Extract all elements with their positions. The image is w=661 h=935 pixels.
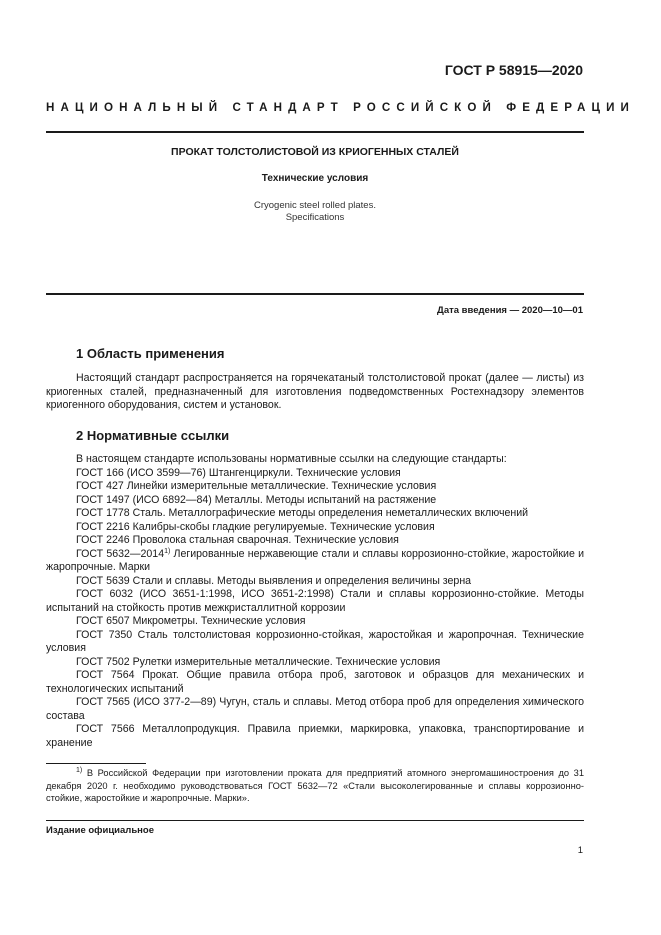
reference-title: Легированные нержавеющие стали и сплавы коррозионно-стойкие, жаростойкие и жаропрочные. Марки — [46, 547, 584, 573]
edition-label: Издание официальное — [46, 825, 154, 836]
reference-item: ГОСТ 7566 Металлопродукция. Правила приемки, маркировка, упаковка, транспортирование и хранение — [46, 723, 584, 749]
footnote-marker: 1) — [164, 547, 171, 555]
reference-item: ГОСТ 6507 Микрометры. Технические условия — [76, 615, 306, 627]
document-title: ПРОКАТ ТОЛСТОЛИСТОВОЙ ИЗ КРИОГЕННЫХ СТАЛЕЙ — [171, 146, 459, 158]
title-rule — [46, 293, 584, 295]
section1-paragraph: Настоящий стандарт распространяется на горячекатаный толстолистовой прокат (далее — листы) из криогенных сталей, предназначенный для изготовления подведомственных Ростехнадзору элементов криогенного оборудования, систем и установок. — [46, 372, 584, 411]
reference-item: ГОСТ 1497 (ИСО 6892—84) Металлы. Методы испытаний на растяжение — [76, 493, 437, 506]
introduction-date: Дата введения — 2020—10—01 — [437, 305, 583, 316]
document-subtitle: Технические условия — [261, 173, 369, 184]
footnote-text-block — [46, 767, 584, 805]
reference-item: ГОСТ 7564 Прокат. Общие правила отбора проб, заготовок и образцов для механических и технологических испытаний — [46, 669, 584, 695]
national-standard-banner: НАЦИОНАЛЬНЫЙ СТАНДАРТ РОССИЙСКОЙ ФЕДЕРАЦИИ — [46, 101, 635, 114]
page-number: 1 — [577, 845, 583, 856]
reference-item: ГОСТ 427 Линейки измерительные металлические. Технические условия — [76, 480, 437, 492]
references-intro: В настоящем стандарте использованы нормативные ссылки на следующие стандарты: — [76, 453, 507, 465]
reference-item-gost-5632 — [46, 548, 584, 575]
reference-item: ГОСТ 1778 Сталь. Металлографические методы определения неметаллических включений — [76, 507, 529, 519]
reference-item: ГОСТ 6032 (ИСО 3651-1:1998, ИСО 3651-2:1998) Стали и сплавы коррозионно-стойкие. Методы испытаний на стойкость против межкристаллитной коррозии — [46, 588, 584, 614]
section1-heading: 1 Область применения — [76, 346, 225, 361]
english-title-line2: Specifications — [285, 212, 345, 223]
reference-item: ГОСТ 166 (ИСО 3599—76) Штангенциркули. Технические условия — [76, 466, 401, 479]
footnote-text: В Российской Федерации при изготовлении проката для предприятий атомного энергомашиностроения до 31 декабря 2020 г. необходимо руководствоваться ГОСТ 5632—72 «Стали высоколегированные и сплавы коррозионно-стойкие, жаростойкие и жаропрочные. Марки». — [46, 768, 584, 803]
section2-heading: 2 Нормативные ссылки — [76, 428, 230, 443]
header-rule — [46, 131, 584, 133]
footnote — [46, 767, 584, 805]
reference-item: ГОСТ 7502 Рулетки измерительные металлические. Технические условия — [76, 655, 441, 668]
footer-rule — [46, 820, 584, 821]
reference-item: ГОСТ 2216 Калибры-скобы гладкие регулируемые. Технические условия — [76, 520, 435, 533]
footnote-mark: 1) — [76, 767, 83, 774]
english-title-line1: Cryogenic steel rolled plates. — [254, 200, 376, 211]
reference-item: ГОСТ 2246 Проволока стальная сварочная. Технические условия — [76, 534, 399, 546]
gost-number: ГОСТ Р 58915—2020 — [444, 62, 583, 78]
reference-item: ГОСТ 5639 Стали и сплавы. Методы выявления и определения величины зерна — [76, 574, 472, 587]
reference-item: ГОСТ 7565 (ИСО 377-2—89) Чугун, сталь и сплавы. Метод отбора проб для определения химического состава — [46, 696, 584, 722]
references-list — [46, 453, 584, 750]
reference-code: ГОСТ 5632—2014 — [76, 547, 165, 560]
english-title — [46, 200, 584, 224]
footnote-rule — [46, 763, 146, 764]
section1-body — [46, 372, 584, 413]
reference-item: ГОСТ 7350 Сталь толстолистовая коррозионно-стойкая, жаростойкая и жаропрочная. Технические условия — [46, 628, 584, 654]
